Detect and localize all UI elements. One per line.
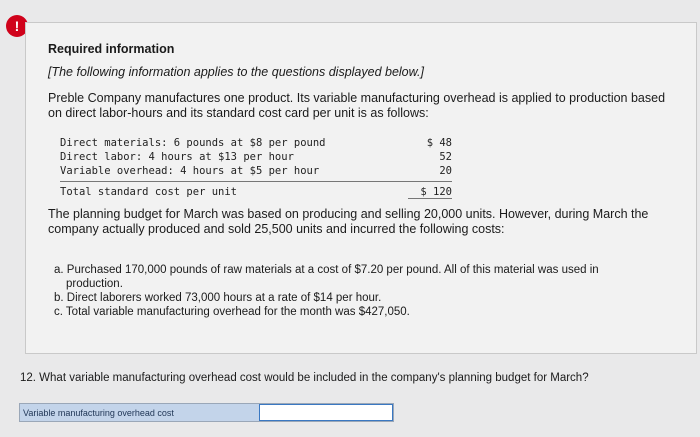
variable-overhead-cost-input[interactable] — [259, 404, 393, 421]
cost-value: $ 48 — [426, 137, 452, 149]
cost-label: Direct labor: 4 hours at $13 per hour — [60, 151, 294, 163]
list-item: c. Total variable manufacturing overhead for the month was $427,050. — [54, 306, 410, 318]
question-text: 12. What variable manufacturing overhead cost would be included in the company's planning budget for March? — [20, 372, 589, 384]
list-item: a. Purchased 170,000 pounds of raw materials at a cost of $7.20 per pound. All of this material was used in production. — [54, 264, 599, 290]
alert-icon: ! — [6, 15, 28, 37]
incurred-costs-list — [54, 263, 654, 319]
list-item: b. Direct laborers worked 73,000 hours at a rate of $14 per hour. — [54, 292, 382, 304]
intro-paragraph: Preble Company manufactures one product. Its variable manufacturing overhead is applied to production based on direct labor-hours and its standard cost card per unit is as follows: — [48, 91, 666, 120]
cost-row — [60, 136, 452, 150]
cost-label: Direct materials: 6 pounds at $8 per pound — [60, 137, 326, 149]
cost-value: 20 — [439, 165, 452, 177]
cost-row — [60, 150, 452, 164]
cost-label: Variable overhead: 4 hours at $5 per hour — [60, 165, 320, 177]
answer-label: Variable manufacturing overhead cost — [20, 404, 259, 421]
standard-cost-card — [60, 136, 452, 200]
answer-row — [19, 403, 394, 422]
required-information-title: Required information — [48, 42, 175, 56]
cost-total-label: Total standard cost per unit — [60, 186, 238, 198]
planning-paragraph: The planning budget for March was based on producing and selling 20,000 units. However, during March the company actually produced and sold 25,500 units and incurred the following costs: — [48, 207, 649, 236]
cost-value: 52 — [439, 151, 452, 163]
required-information-subtitle: [The following information applies to the questions displayed below.] — [48, 65, 424, 79]
cost-row — [60, 164, 452, 178]
cost-total-value: $ 120 — [408, 186, 452, 199]
cost-total-row — [60, 181, 452, 200]
